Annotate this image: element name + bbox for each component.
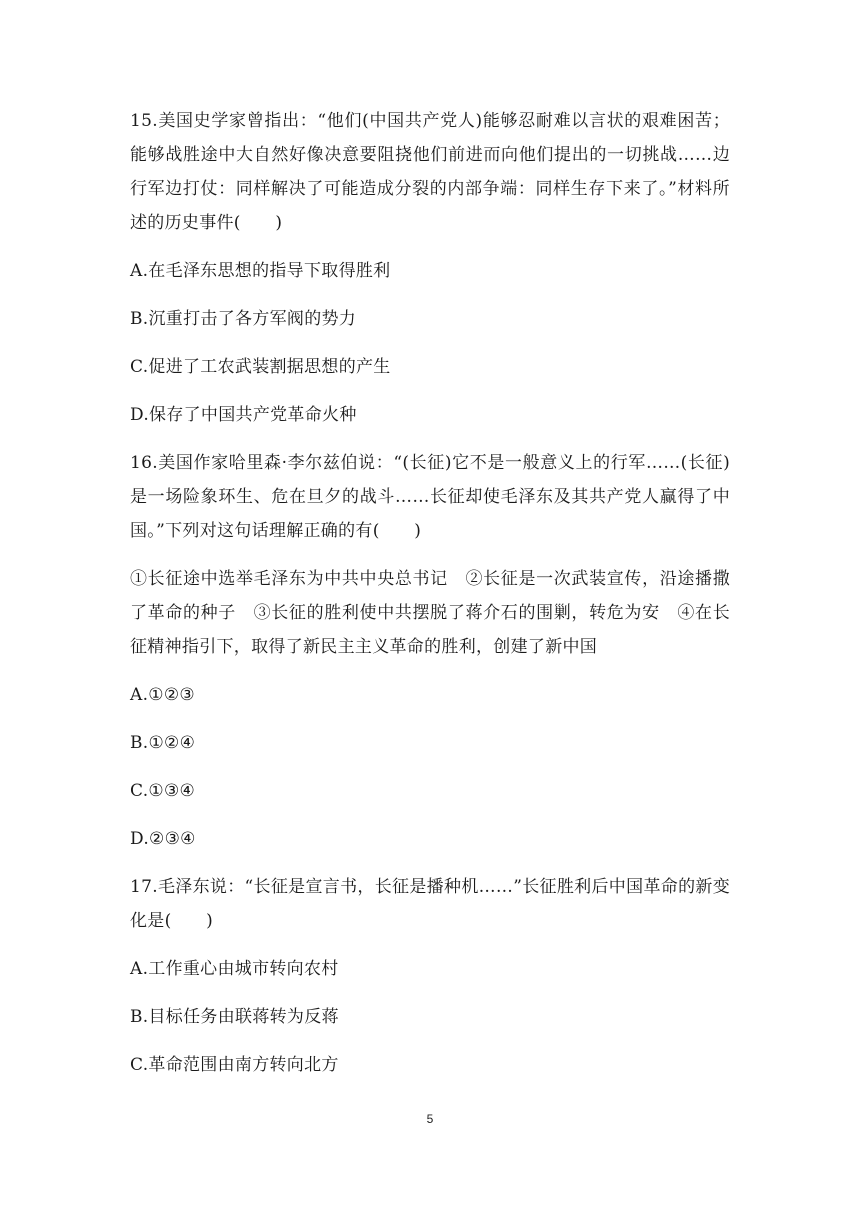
option-a: A.工作重心由城市转向农村 [130, 959, 339, 979]
option-b: B.沉重打击了各方军阀的势力 [130, 309, 357, 329]
question-15 [130, 104, 730, 432]
option-a: A.①②③ [130, 685, 195, 705]
question-stem: 16.美国作家哈里森·李尔兹伯说：“(长征)它不是一般意义上的行军……(长征)是一场险象环生、危在旦夕的战斗……长征却使毛泽东及其共产党人赢得了中国。”下列对这句话理解正确的有( ) [130, 453, 730, 541]
option-d: D.保存了中国共产党革命火种 [130, 405, 357, 425]
option-a: A.在毛泽东思想的指导下取得胜利 [130, 261, 391, 281]
page-number: 5 [426, 1112, 434, 1126]
question-statements: ①长征途中选举毛泽东为中共中央总书记 ②长征是一次武装宣传，沿途播撒了革命的种子 ③长征的胜利使中共摆脱了蒋介石的围剿，转危为安 ④在长征精神指引下，取得了新民主主义革命的胜利，创建了新中国 [130, 569, 730, 657]
option-b: B.①②④ [130, 733, 196, 753]
option-d: D.②③④ [130, 829, 196, 849]
option-c: C.革命范围由南方转向北方 [130, 1055, 339, 1075]
question-16 [130, 446, 730, 856]
option-b: B.目标任务由联蒋转为反蒋 [130, 1007, 339, 1027]
option-c: C.①③④ [130, 781, 196, 801]
question-stem: 17.毛泽东说：“长征是宣言书，长征是播种机……”长征胜利后中国革命的新变化是( ) [130, 877, 730, 931]
option-c: C.促进了工农武装割据思想的产生 [130, 357, 391, 377]
question-list [130, 104, 730, 1096]
question-17 [130, 870, 730, 1082]
question-stem: 15.美国史学家曾指出：“他们(中国共产党人)能够忍耐难以言状的艰难困苦；能够战胜途中大自然好像决意要阻挠他们前进而向他们提出的一切挑战……边行军边打仗：同样解决了可能造成分裂的内部争端：同样生存下来了。”材料所述的历史事件( ) [130, 111, 730, 233]
